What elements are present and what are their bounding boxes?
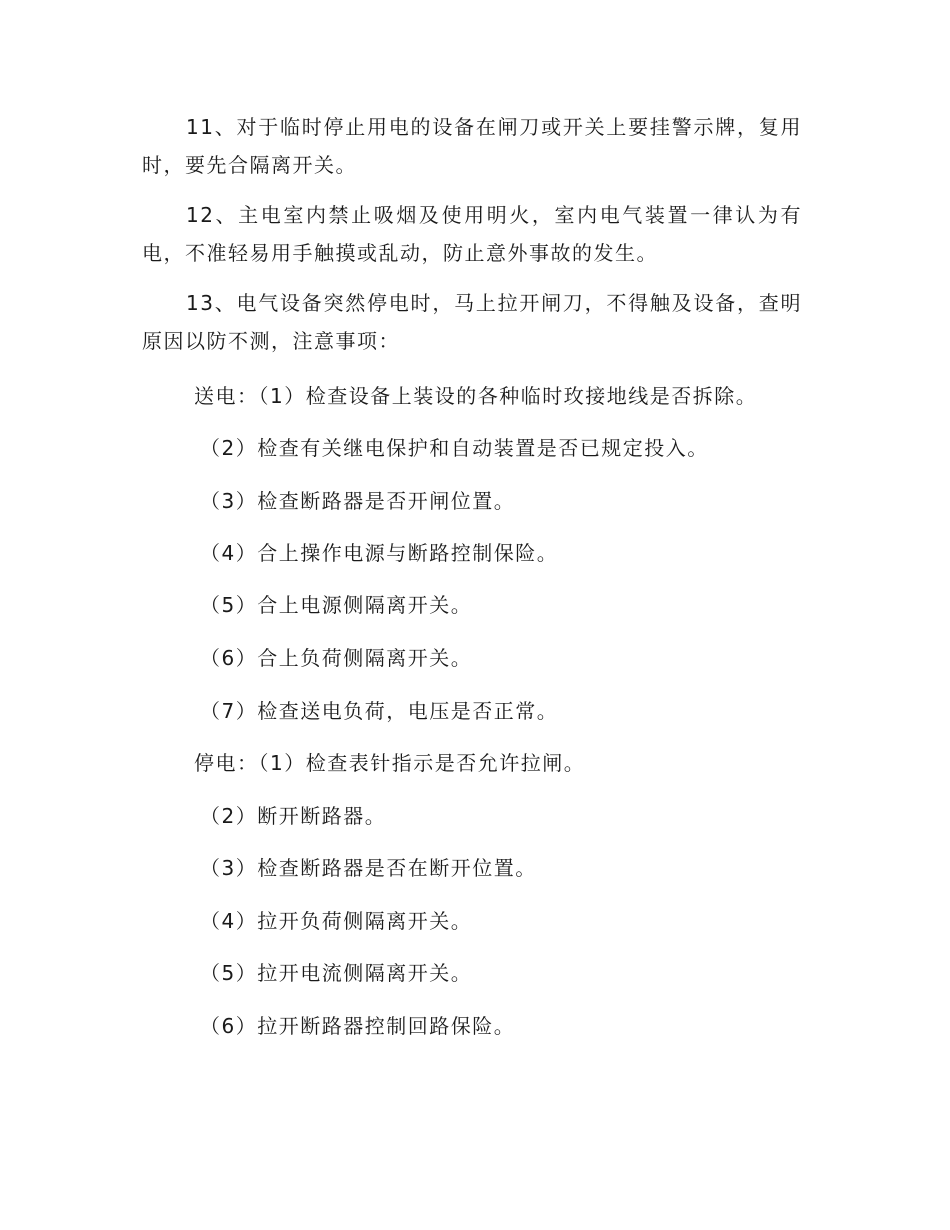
power-off-step: （3）检查断路器是否在断开位置。	[200, 856, 537, 880]
paragraph-11: 11、对于临时停止用电的设备在闸刀或开关上要挂警示牌，复用时，要先合隔离开关。	[142, 115, 802, 177]
paragraph-13: 13、电气设备突然停电时，马上拉开闸刀，不得触及设备，查明原因以防不测，注意事项：	[142, 291, 802, 353]
paragraph-12: 12、主电室内禁止吸烟及使用明火，室内电气装置一律认为有电，不准轻易用手触摸或乱动，防止意外事故的发生。	[142, 203, 802, 265]
power-on-step: （4）合上操作电源与断路控制保险。	[200, 541, 559, 565]
power-on-step: （5）合上电源侧隔离开关。	[200, 593, 473, 617]
power-on-step: （2）检查有关继电保护和自动装置是否已规定投入。	[200, 436, 709, 460]
power-on-step: （6）合上负荷侧隔离开关。	[200, 646, 473, 670]
power-off-step: （6）拉开断路器控制回路保险。	[200, 1014, 516, 1038]
power-off-step: （2）断开断路器。	[200, 804, 387, 828]
power-off-step: （4）拉开负荷侧隔离开关。	[200, 909, 473, 933]
power-off-step: （5）拉开电流侧隔离开关。	[200, 961, 473, 985]
power-off-heading: 停电：（1）检查表针指示是否允许拉闸。	[194, 751, 586, 775]
power-on-step: （3）检查断路器是否开闸位置。	[200, 489, 516, 513]
power-on-step: （7）检查送电负荷，电压是否正常。	[200, 699, 559, 723]
power-on-heading: 送电：（1）检查设备上装设的各种临时玫接地线是否拆除。	[194, 384, 758, 408]
